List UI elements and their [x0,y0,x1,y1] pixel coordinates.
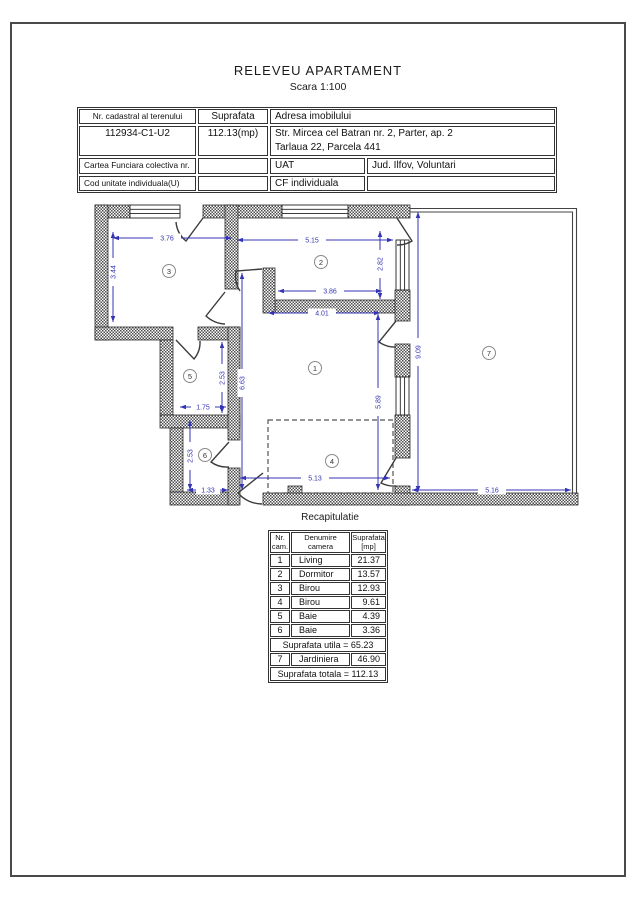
recap-row-7-area: 46.90 [351,653,386,666]
recap-row-6-nr: 6 [270,624,290,637]
dim-room3-width: 3.76 [160,235,174,243]
recap-row-5-nr: 5 [270,610,290,623]
recap-row-7-name: Jardiniera [291,653,350,666]
empty-cell [367,176,555,191]
recap-row-1-area: 21.37 [351,554,386,567]
dim-room6-width: 1.33 [201,487,215,495]
recap-row-3-nr: 3 [270,582,290,595]
dim-room1-height-left: 6.63 [239,376,247,390]
empty-cell [198,158,268,174]
recap-header-name: Denumire camera [291,532,350,553]
dim-room1-width-bottom: 5.13 [308,475,322,483]
recap-row-6-area: 3.36 [351,624,386,637]
recap-row-1-name: Living [291,554,350,567]
dim-jardiniera-width: 5.16 [485,487,499,495]
dim-jardiniera-height: 9.09 [415,345,423,359]
adresa-label: Adresa imobilului [270,109,555,124]
recap-title: Recapitulatie [301,512,359,523]
recap-row-5-name: Baie [291,610,350,623]
floor-plan [78,196,588,512]
cf-individuala-label: CF individuala [270,176,365,191]
adresa-value [270,126,555,156]
scale-label: Scara 1:100 [289,81,347,93]
empty-cell [198,176,268,191]
room-number-6: 6 [202,450,208,460]
recap-row-6-name: Baie [291,624,350,637]
document-title: RELEVEU APARTAMENT [233,63,403,78]
uat-label: UAT [270,158,365,174]
nr-cadastral-label: Nr. cadastral al terenului [79,109,196,124]
recap-row-4-name: Birou [291,596,350,609]
dim-room5-width: 1.75 [196,404,210,412]
room-number-3: 3 [166,266,172,276]
dim-room6-height: 2.53 [187,449,195,463]
recap-row-7-nr: 7 [270,653,290,666]
recap-row-5-area: 4.39 [351,610,386,623]
recap-suprafata-totala: Suprafata totala = 112.13 [270,667,386,681]
room-number-4: 4 [329,456,335,466]
room-number-2: 2 [318,257,324,267]
recap-row-2-name: Dormitor [291,568,350,581]
recap-row-3-name: Birou [291,582,350,595]
recap-row-4-area: 9.61 [351,596,386,609]
recap-row-1-nr: 1 [270,554,290,567]
cod-unitate-label: Cod unitate individuala(U) [79,176,196,191]
recap-suprafata-utila: Suprafata utila = 65.23 [270,638,386,652]
room-number-5: 5 [187,371,193,381]
dim-room2-width: 5.15 [305,237,319,245]
dim-room1-width-top: 4.01 [315,310,329,318]
recap-row-2-area: 13.57 [351,568,386,581]
dim-room2-width2: 3.86 [323,288,337,296]
recap-row-3-area: 12.93 [351,582,386,595]
recap-table [268,530,388,683]
dim-room1-height-right: 5.89 [375,395,383,409]
adresa-line2: Tarlaua 22, Parcela 441 [275,142,381,153]
cadastral-header-table [77,107,557,193]
nr-cadastral-value: 112934-C1-U2 [79,126,196,156]
uat-value: Jud. Ilfov, Voluntari [367,158,555,174]
recap-header-area: Suprafata [mp] [351,532,386,553]
dim-room3-height: 3.44 [110,265,118,279]
room-number-7: 7 [486,348,492,358]
suprafata-label: Suprafata [198,109,268,124]
suprafata-value: 112.13(mp) [198,126,268,156]
room-number-1: 1 [312,363,318,373]
cartea-funciara-label: Cartea Funciara colectiva nr. [79,158,196,174]
dim-room2-height: 2.82 [377,257,385,271]
recap-row-2-nr: 2 [270,568,290,581]
dim-room5-height: 2.53 [219,371,227,385]
recap-row-4-nr: 4 [270,596,290,609]
recap-header-nr: Nr. cam. [270,532,290,553]
adresa-line1: Str. Mircea cel Batran nr. 2, Parter, ap. 2 [275,128,453,139]
